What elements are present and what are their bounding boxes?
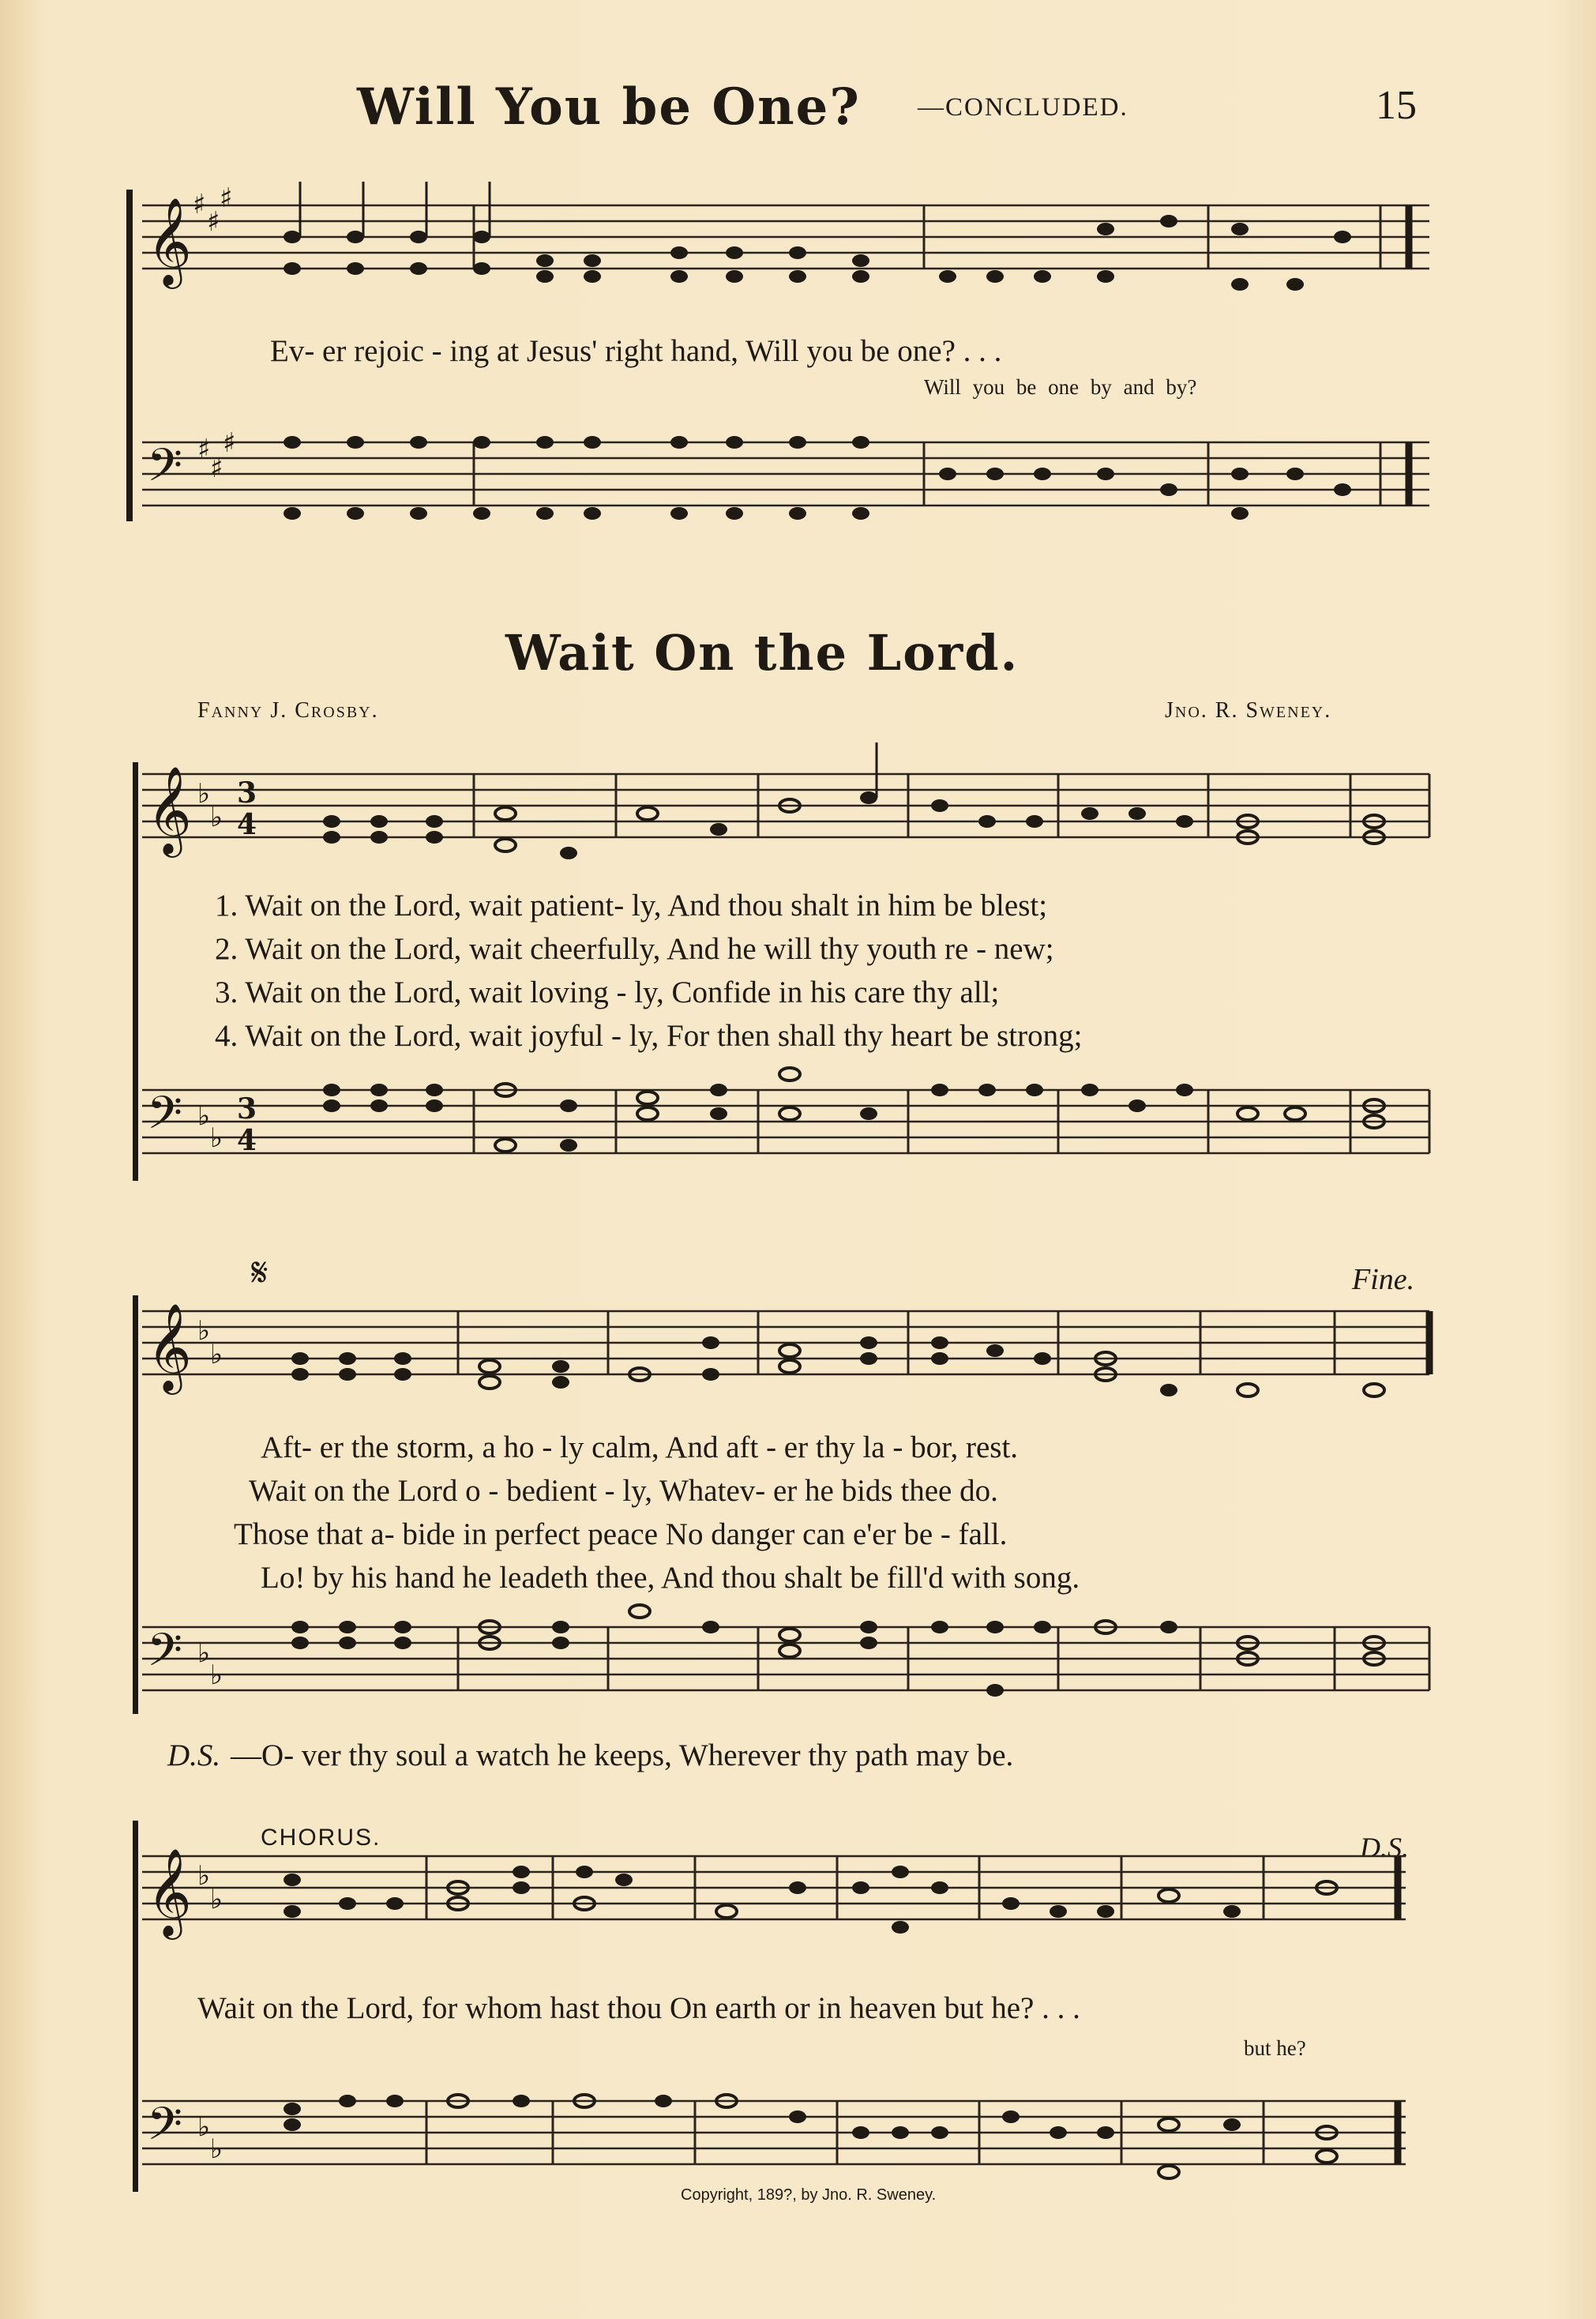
song2-verse-b-1: Aft- er the storm, a ho - ly calm, And aft - er thy la - bor, rest. (261, 1430, 1019, 1464)
time-sig-top: 3 (237, 1092, 257, 1126)
page-number: 15 (1376, 83, 1417, 128)
song2-composer: Jno. R. Sweney. (1165, 698, 1332, 723)
system-bracket-2 (133, 762, 138, 1181)
time-sig-bottom: 4 (237, 1124, 257, 1157)
chorus-ds-label: D.S. (1360, 1832, 1409, 1863)
notes (291, 1605, 1384, 1697)
song1-lyric-echo: Will you be one by and by? (924, 375, 1197, 399)
song2-s2-bass-staff (142, 1595, 1437, 1738)
chorus-echo: but he? (1244, 2036, 1306, 2060)
song2-verse-a-2: 2. Wait on the Lord, wait cheerfully, And he will thy youth re - new; (215, 932, 1054, 966)
flat-icon: ♭ (210, 1122, 223, 1154)
bass-clef-icon: 𝄢 (147, 1086, 183, 1151)
treble-clef-icon: 𝄞 (147, 1847, 192, 1936)
song2-title: Wait On the Lord. (505, 624, 1020, 682)
song2-s1-treble-staff (142, 742, 1437, 900)
notes (323, 742, 1384, 859)
system-bracket-4 (133, 1821, 138, 2192)
system-bracket-3 (133, 1295, 138, 1714)
copyright-notice: Copyright, 189?, by Jno. R. Sweney. (681, 2186, 937, 2204)
header-title: Will You be One? (357, 77, 861, 137)
chorus-treble-staff (142, 1825, 1437, 1983)
notes (284, 1866, 1337, 1934)
flat-icon: ♭ (210, 1339, 223, 1370)
header-suffix: —CONCLUDED. (918, 93, 1128, 122)
treble-clef-icon: 𝄞 (147, 197, 192, 285)
sharp-icon: ♯ (210, 453, 223, 484)
flat-icon: ♭ (197, 1315, 211, 1347)
song2-verse-a-3: 3. Wait on the Lord, wait loving - ly, Confide in his care thy all; (215, 975, 1000, 1009)
staff-lines (142, 205, 1429, 269)
sharp-icon: ♯ (223, 427, 236, 459)
notes (284, 436, 1351, 520)
song1-bass-staff (142, 411, 1437, 569)
flat-icon: ♭ (210, 1884, 223, 1915)
song2-verse-b-4: Lo! by his hand he leadeth thee, And thou shalt be fill'd with song. (261, 1561, 1080, 1595)
notes (323, 1068, 1384, 1152)
song2-verse-a-4: 4. Wait on the Lord, wait joyful - ly, For then shall thy heart be strong; (215, 1019, 1083, 1053)
ds-line: —O- ver thy soul a watch he keeps, Wherever thy path may be. (231, 1738, 1014, 1772)
flat-icon: ♭ (197, 1100, 211, 1132)
flat-icon: ♭ (197, 778, 211, 810)
flat-icon: ♭ (197, 2111, 211, 2143)
sharp-icon: ♯ (220, 182, 233, 214)
chorus-lyric: Wait on the Lord, for whom hast thou On earth or in heaven but he? . . . (197, 1991, 1080, 2025)
flat-icon: ♭ (210, 2133, 223, 2165)
chorus-label: CHORUS. (261, 1825, 381, 1851)
song2-s2-treble-staff (142, 1280, 1437, 1438)
ds-label: D.S. (167, 1738, 221, 1772)
flat-icon: ♭ (210, 802, 223, 833)
song2-verse-a-1: 1. Wait on the Lord, wait patient- ly, And thou shalt in him be blest; (215, 889, 1048, 923)
sharp-icon: ♯ (193, 189, 206, 220)
system-bracket-1 (126, 190, 133, 521)
bass-clef-icon: 𝄢 (147, 438, 183, 503)
sharp-icon: ♯ (207, 206, 220, 238)
song1-lyric-main: Ev- er rejoic - ing at Jesus' right hand, Will you be one? . . . (270, 334, 1002, 368)
flat-icon: ♭ (210, 1659, 223, 1691)
song2-author: Fanny J. Crosby. (197, 698, 379, 723)
notes (284, 2095, 1337, 2178)
song2-verse-b-2: Wait on the Lord o - bedient - ly, Whatev- er he bids thee do. (249, 1474, 998, 1508)
segno-icon: 𝄋 (251, 1250, 269, 1295)
bass-clef-icon: 𝄢 (147, 2097, 183, 2162)
song2-verse-b-3: Those that a- bide in perfect peace No danger can e'er be - fall. (234, 1517, 1008, 1551)
treble-clef-icon: 𝄞 (147, 1302, 192, 1391)
time-sig-bottom: 4 (237, 808, 257, 841)
notes (291, 1336, 1384, 1396)
sharp-icon: ♯ (197, 434, 211, 465)
song1-treble-staff (142, 174, 1437, 348)
fine-label: Fine. (1352, 1263, 1415, 1296)
bass-clef-icon: 𝄢 (147, 1623, 183, 1688)
time-sig-top: 3 (237, 776, 257, 810)
song2-s1-bass-staff (142, 1058, 1437, 1201)
treble-clef-icon: 𝄞 (147, 765, 192, 854)
flat-icon: ♭ (197, 1860, 211, 1892)
flat-icon: ♭ (197, 1637, 211, 1669)
